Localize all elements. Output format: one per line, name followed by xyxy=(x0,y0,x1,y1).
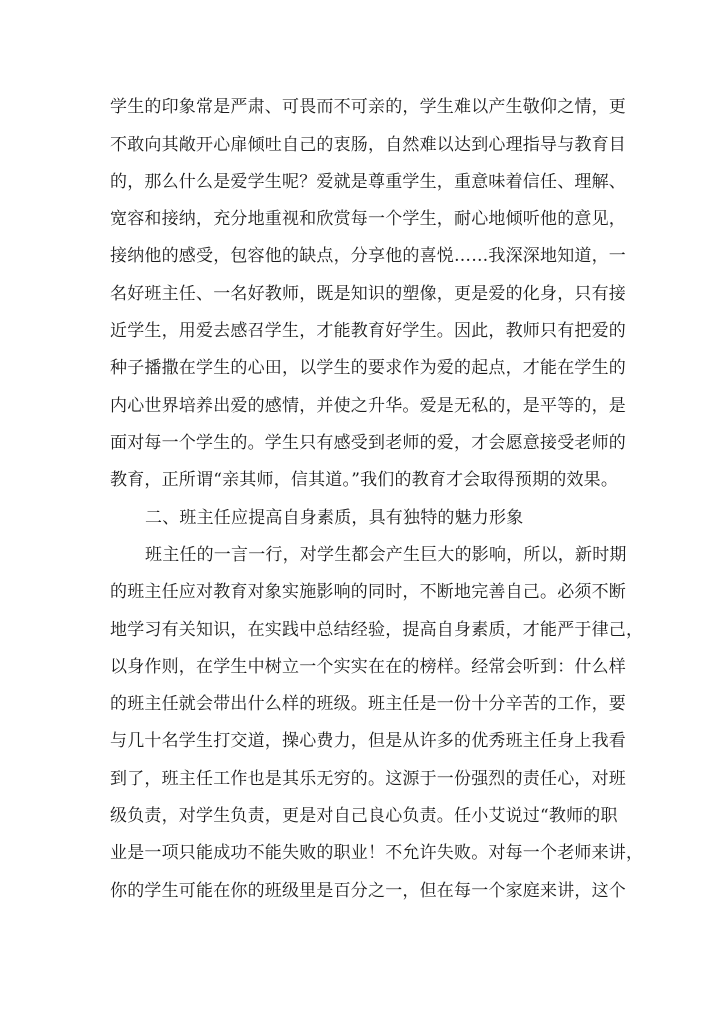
text-line: 接纳他的感受，包容他的缺点，分享他的喜悦……我深深地知道，一 xyxy=(110,246,626,266)
text-line: 名好班主任、一名好教师，既是知识的塑像，更是爱的化身，只有接 xyxy=(110,284,626,304)
text-line: 近学生，用爱去感召学生，才能教育好学生。因此，教师只有把爱的 xyxy=(110,321,626,341)
text-line: 的班主任就会带出什么样的班级。班主任是一份十分辛苦的工作，要 xyxy=(110,694,626,714)
text-line: 到了，班主任工作也是其乐无穷的。这源于一份强烈的责任心，对班 xyxy=(110,769,626,789)
section-heading: 二、班主任应提高自身素质，具有独特的魅力形象 xyxy=(145,508,524,528)
text-line: 与几十名学生打交道，操心费力，但是从许多的优秀班主任身上我看 xyxy=(110,731,626,751)
text-line: 面对每一个学生的。学生只有感受到老师的爱，才会愿意接受老师的 xyxy=(110,433,626,453)
text-line: 的班主任应对教育对象实施影响的同时，不断地完善自己。必须不断 xyxy=(110,582,626,602)
text-line: 业是一项只能成功不能失败的职业！不允许失败。对每一个老师来讲， xyxy=(110,843,644,863)
text-line: 不敢向其敞开心扉倾吐自己的衷肠，自然难以达到心理指导与教育目 xyxy=(110,135,626,155)
text-line: 教育，正所谓“亲其师，信其道。”我们的教育才会取得预期的效果。 xyxy=(110,470,619,490)
text-line: 宽容和接纳，充分地重视和欣赏每一个学生，耐心地倾听他的意见， xyxy=(110,209,626,229)
text-line: 学生的印象常是严肃、可畏而不可亲的，学生难以产生敬仰之情，更 xyxy=(110,97,626,117)
text-line: 班主任的一言一行，对学生都会产生巨大的影响，所以，新时期 xyxy=(145,545,627,565)
text-line: 以身作则，在学生中树立一个实实在在的榜样。经常会听到：什么样 xyxy=(110,657,626,677)
text-line: 的，那么什么是爱学生呢？爱就是尊重学生，重意味着信任、理解、 xyxy=(110,172,626,192)
text-line: 种子播撒在学生的心田，以学生的要求作为爱的起点，才能在学生的 xyxy=(110,358,626,378)
text-line: 你的学生可能在你的班级里是百分之一，但在每一个家庭来讲，这个 xyxy=(110,881,626,901)
text-line: 内心世界培养出爱的感情，并使之升华。爱是无私的，是平等的，是 xyxy=(110,396,626,416)
text-line: 级负责，对学生负责，更是对自己良心负责。任小艾说过“教师的职 xyxy=(110,806,618,826)
text-line: 地学习有关知识，在实践中总结经验，提高自身素质，才能严于律己， xyxy=(110,620,644,640)
